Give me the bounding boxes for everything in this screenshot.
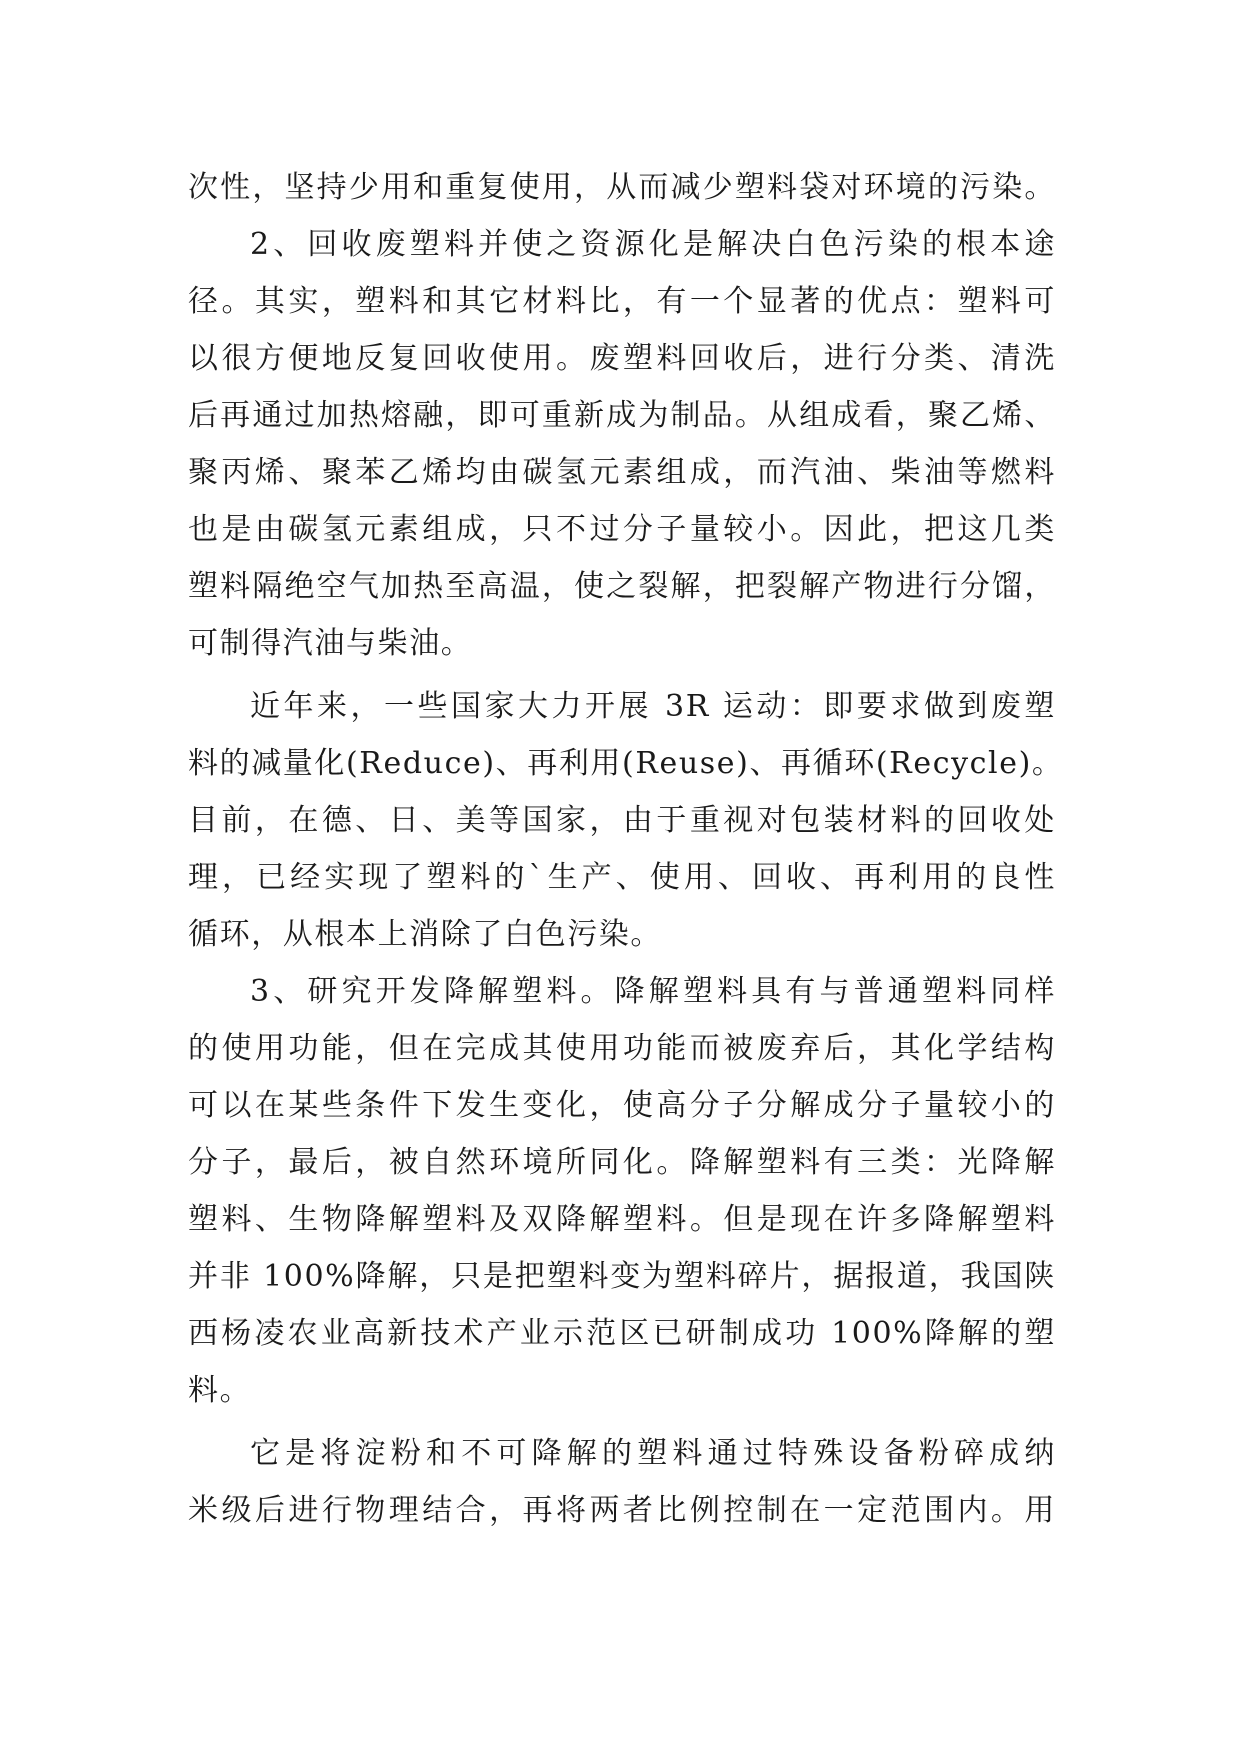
text-line: 3、研究开发降解塑料。降解塑料具有与普通塑料同样 <box>250 974 1056 1009</box>
text-line: 循环，从根本上消除了白色污染。 <box>188 917 662 952</box>
text-line: 的使用功能，但在完成其使用功能而被废弃后，其化学结构 <box>188 1031 1056 1066</box>
text-line: 后再通过加热熔融，即可重新成为制品。从组成看，聚乙烯、 <box>188 398 1056 433</box>
text-line: 分子，最后，被自然环境所同化。降解塑料有三类：光降解 <box>188 1145 1056 1180</box>
text-line: 也是由碳氢元素组成，只不过分子量较小。因此，把这几类 <box>188 512 1056 547</box>
text-line: 塑料、生物降解塑料及双降解塑料。但是现在许多降解塑料 <box>188 1202 1056 1237</box>
text-line: 次性，坚持少用和重复使用，从而减少塑料袋对环境的污染。 <box>188 170 1056 205</box>
text-line: 料的减量化(Reduce)、再利用(Reuse)、再循环(Recycle)。 <box>188 746 1064 781</box>
text-line: 并非 100%降解，只是把塑料变为塑料碎片，据报道，我国陕 <box>188 1259 1056 1294</box>
text-line: 目前，在德、日、美等国家，由于重视对包装材料的回收处 <box>188 803 1056 838</box>
text-line: 以很方便地反复回收使用。废塑料回收后，进行分类、清洗 <box>188 341 1056 376</box>
text-line: 近年来，一些国家大力开展 3R 运动：即要求做到废塑 <box>250 689 1056 724</box>
text-line: 塑料隔绝空气加热至高温，使之裂解，把裂解产物进行分馏， <box>188 569 1056 604</box>
text-line: 径。其实，塑料和其它材料比，有一个显著的优点：塑料可 <box>188 284 1056 319</box>
text-line: 西杨凌农业高新技术产业示范区已研制成功 100%降解的塑 <box>188 1316 1056 1351</box>
text-line: 它是将淀粉和不可降解的塑料通过特殊设备粉碎成纳 <box>250 1436 1056 1471</box>
text-line: 2、回收废塑料并使之资源化是解决白色污染的根本途 <box>250 227 1056 262</box>
text-line: 聚丙烯、聚苯乙烯均由碳氢元素组成，而汽油、柴油等燃料 <box>188 455 1056 490</box>
text-line: 可以在某些条件下发生变化，使高分子分解成分子量较小的 <box>188 1088 1056 1123</box>
text-line: 料。 <box>188 1373 252 1408</box>
text-line: 可制得汽油与柴油。 <box>188 626 473 661</box>
text-line: 理，已经实现了塑料的`生产、使用、回收、再利用的良性 <box>188 860 1056 895</box>
text-line: 米级后进行物理结合，再将两者比例控制在一定范围内。用 <box>188 1493 1056 1528</box>
